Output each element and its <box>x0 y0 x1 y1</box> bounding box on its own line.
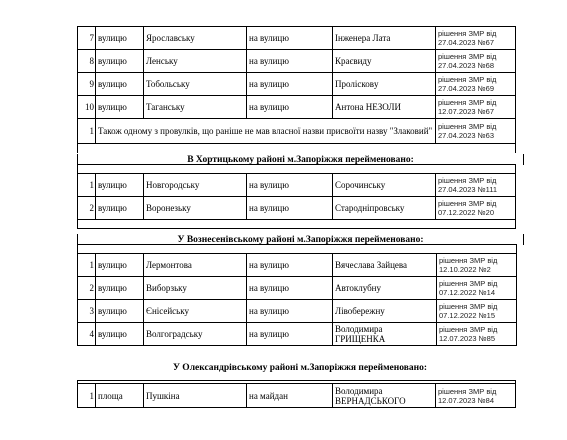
table-renamed-streets-c <box>77 244 517 346</box>
object-type: вулицю <box>96 50 144 73</box>
old-name: Ленську <box>144 50 247 73</box>
decision-ref: рішення ЗМР від 07.12.2022 №20 <box>436 197 516 220</box>
new-name: Володимира ВЕРНАДСЬКОГО <box>333 384 436 408</box>
row-number: 8 <box>78 50 96 73</box>
rename-to: на вулицю <box>247 323 333 346</box>
decision-ref: рішення ЗМР від 12.10.2022 №2 <box>437 254 517 277</box>
spacer-row <box>78 165 516 174</box>
old-name: Тобольську <box>144 73 247 96</box>
object-type: вулицю <box>96 197 144 220</box>
table-row <box>78 73 516 96</box>
object-type: площа <box>96 384 144 408</box>
row-number: 2 <box>78 197 96 220</box>
decision-ref: рішення ЗМР від 07.12.2022 №15 <box>437 300 517 323</box>
old-name: Єнісейську <box>144 300 247 323</box>
spacer-row <box>78 245 517 254</box>
rename-to: на вулицю <box>247 96 333 119</box>
table-renamed-streets-a <box>77 26 516 153</box>
decision-ref: рішення ЗМР від 27.04.2023 №63 <box>436 119 516 144</box>
table-renamed-squares-d <box>77 380 516 408</box>
spacer-row <box>78 144 516 153</box>
section-title: У Вознесенівському районі м.Запоріжжя перейменовано: <box>78 234 524 245</box>
table-row <box>78 96 516 119</box>
old-name: Таганську <box>144 96 247 119</box>
new-name: Сорочинську <box>333 174 436 197</box>
decision-ref: рішення ЗМР від 27.04.2023 №68 <box>436 50 516 73</box>
new-name: Краєвиду <box>333 50 436 73</box>
object-type: вулицю <box>96 174 144 197</box>
section-title: У Олександрівському районі м.Запоріжжя перейменовано: <box>172 363 428 373</box>
table-row <box>78 119 516 144</box>
object-type: вулицю <box>96 27 144 50</box>
old-name: Виборзьку <box>144 277 247 300</box>
rename-to: на вулицю <box>247 50 333 73</box>
old-name: Волгоградську <box>144 323 247 346</box>
old-name: Лермонтова <box>144 254 247 277</box>
object-type: вулицю <box>96 254 144 277</box>
new-name: Автоклубну <box>333 277 437 300</box>
rename-to: на вулицю <box>247 277 333 300</box>
object-type: вулицю <box>96 96 144 119</box>
table-row <box>78 254 517 277</box>
object-type: вулицю <box>96 300 144 323</box>
object-type: вулицю <box>96 277 144 300</box>
row-number: 4 <box>78 323 96 346</box>
decision-ref: рішення ЗМР від 07.12.2022 №14 <box>437 277 517 300</box>
row-number: 10 <box>78 96 96 119</box>
new-name: Антона НЕЗОЛИ <box>333 96 436 119</box>
rename-to: на вулицю <box>247 73 333 96</box>
table-row <box>78 300 517 323</box>
new-name: Інженера Лата <box>333 27 436 50</box>
old-name: Воронезьку <box>144 197 247 220</box>
table-row <box>78 197 516 220</box>
rename-to: на майдан <box>247 384 333 408</box>
old-name: Новгородську <box>144 174 247 197</box>
row-number: 1 <box>78 254 96 277</box>
row-number: 1 <box>78 384 96 408</box>
rename-to: на вулицю <box>247 197 333 220</box>
table-row <box>78 27 516 50</box>
decision-ref: рішення ЗМР від 27.04.2023 №69 <box>436 73 516 96</box>
new-name: Лівобережну <box>333 300 437 323</box>
new-name: Пролісковy <box>333 73 436 96</box>
new-name: Вячеслава Зайцева <box>333 254 437 277</box>
decision-ref: рішення ЗМР від 27.04.2023 №67 <box>436 27 516 50</box>
rename-to: на вулицю <box>247 174 333 197</box>
object-type: вулицю <box>96 323 144 346</box>
decision-ref: рішення ЗМР від 12.07.2023 №84 <box>436 384 516 408</box>
new-name: Стародніпровську <box>333 197 436 220</box>
row-number: 7 <box>78 27 96 50</box>
lane-naming-note: Також одному з провулків, що раніше не мав власної назви присвоїти назву "Злаковий" <box>96 119 436 144</box>
object-type: вулицю <box>96 73 144 96</box>
rename-to: на вулицю <box>247 27 333 50</box>
decision-ref: рішення ЗМР від 12.07.2023 №85 <box>437 323 517 346</box>
new-name: Володимира ГРИЩЕНКА <box>333 323 437 346</box>
table-row <box>78 323 517 346</box>
decision-ref: рішення ЗМР від 12.07.2023 №67 <box>436 96 516 119</box>
rename-to: на вулицю <box>247 300 333 323</box>
row-number: 2 <box>78 277 96 300</box>
row-number: 1 <box>78 119 96 144</box>
spacer-row <box>78 220 516 229</box>
old-name: Пушкіна <box>144 384 247 408</box>
row-number: 9 <box>78 73 96 96</box>
row-number: 1 <box>78 174 96 197</box>
table-row <box>78 384 516 408</box>
old-name: Ярославську <box>144 27 247 50</box>
table-row <box>78 174 516 197</box>
table-renamed-streets-b <box>77 164 516 229</box>
rename-to: на вулицю <box>247 254 333 277</box>
row-number: 3 <box>78 300 96 323</box>
section-title: В Хортицькому районі м.Запоріжжя перейменовано: <box>78 154 524 165</box>
decision-ref: рішення ЗМР від 27.04.2023 №111 <box>436 174 516 197</box>
table-row <box>78 277 517 300</box>
table-row <box>78 50 516 73</box>
